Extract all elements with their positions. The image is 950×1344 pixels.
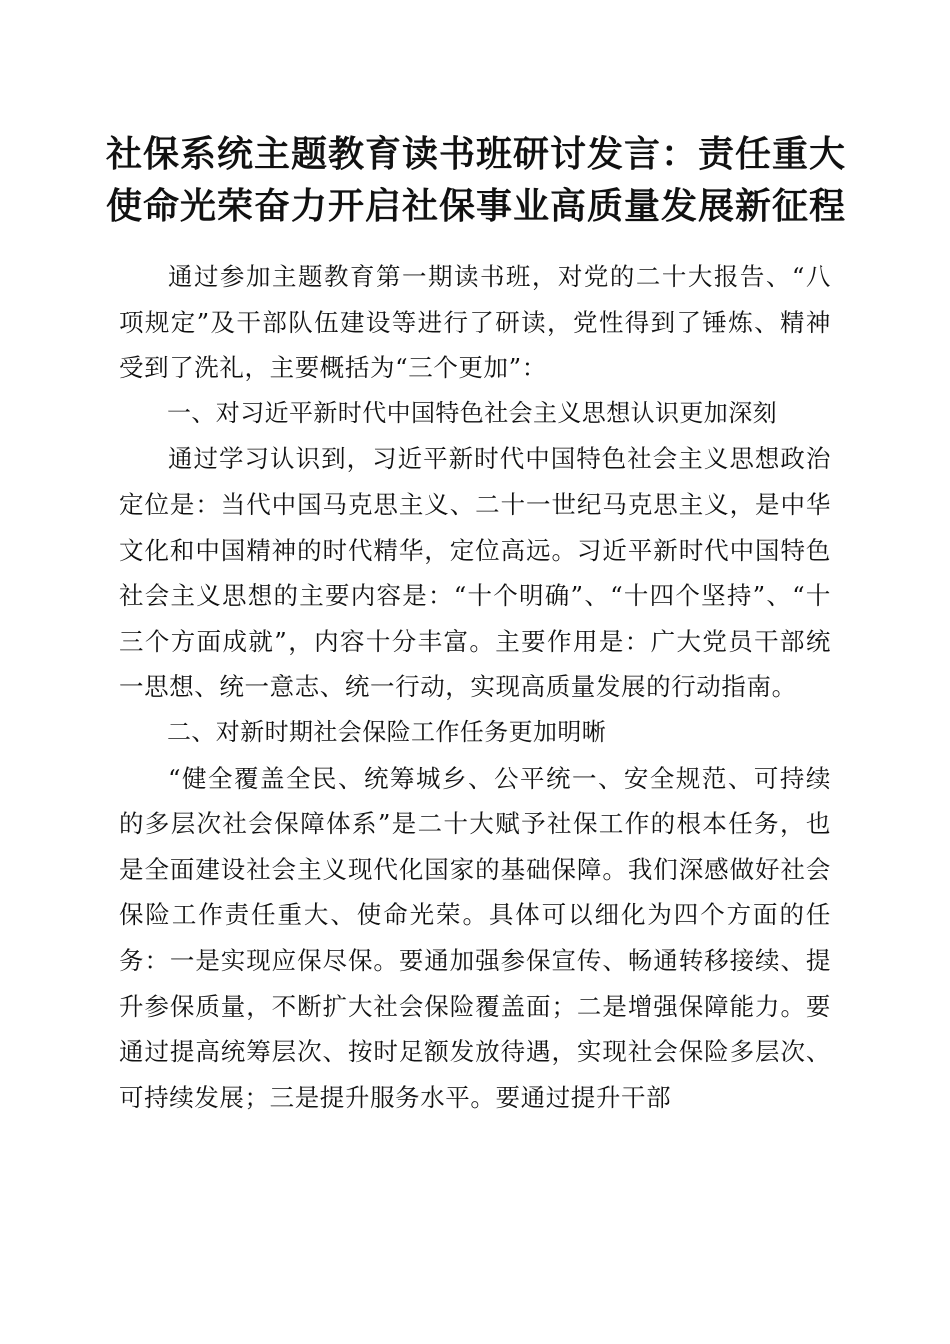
section-1-heading: 一、对习近平新时代中国特色社会主义思想认识更加深刻 [167, 398, 777, 427]
title-line-1: 社保系统主题教育读书班研讨发言：责任重大 [105, 133, 846, 175]
title-line-2: 使命光荣奋力开启社保事业高质量发展新征程 [105, 185, 846, 227]
section-1-paragraph: 通过学习认识到，习近平新时代中国特色社会主义思想政治定位是：当代中国马克思主义、二十一世纪马克思主义，是中华文化和中国精神的时代精华，定位高远。习近平新时代中国特色社会主义思想的主要内容是：“十个明确”、“十四个坚持”、“十三个方面成就”，内容十分丰富。主要作用是：广大党员干部统一思想、统一意志、统一行动，实现高质量发展的行动指南。 [119, 444, 831, 702]
intro-paragraph: 通过参加主题教育第一期读书班，对党的二十大报告、“八项规定”及干部队伍建设等进行了研读，党性得到了锤炼、精神受到了洗礼，主要概括为“三个更加”： [119, 262, 831, 383]
section-2-heading: 二、对新时期社会保险工作任务更加明晰 [167, 717, 607, 746]
document-body [119, 254, 831, 1120]
section-2-paragraph: “健全覆盖全民、统筹城乡、公平统一、安全规范、可持续的多层次社会保障体系”是二十大赋予社保工作的根本任务，也是全面建设社会主义现代化国家的基础保障。我们深感做好社会保险工作责任重大、使命光荣。具体可以细化为四个方面的任务：一是实现应保尽保。要通加强参保宣传、畅通转移接续、提升参保质量，不断扩大社会保险覆盖面；二是增强保障能力。要通过提高统筹层次、按时足额发放待遇，实现社会保险多层次、可持续发展；三是提升服务水平。要通过提升干部 [119, 763, 831, 1112]
document-title [96, 128, 856, 232]
